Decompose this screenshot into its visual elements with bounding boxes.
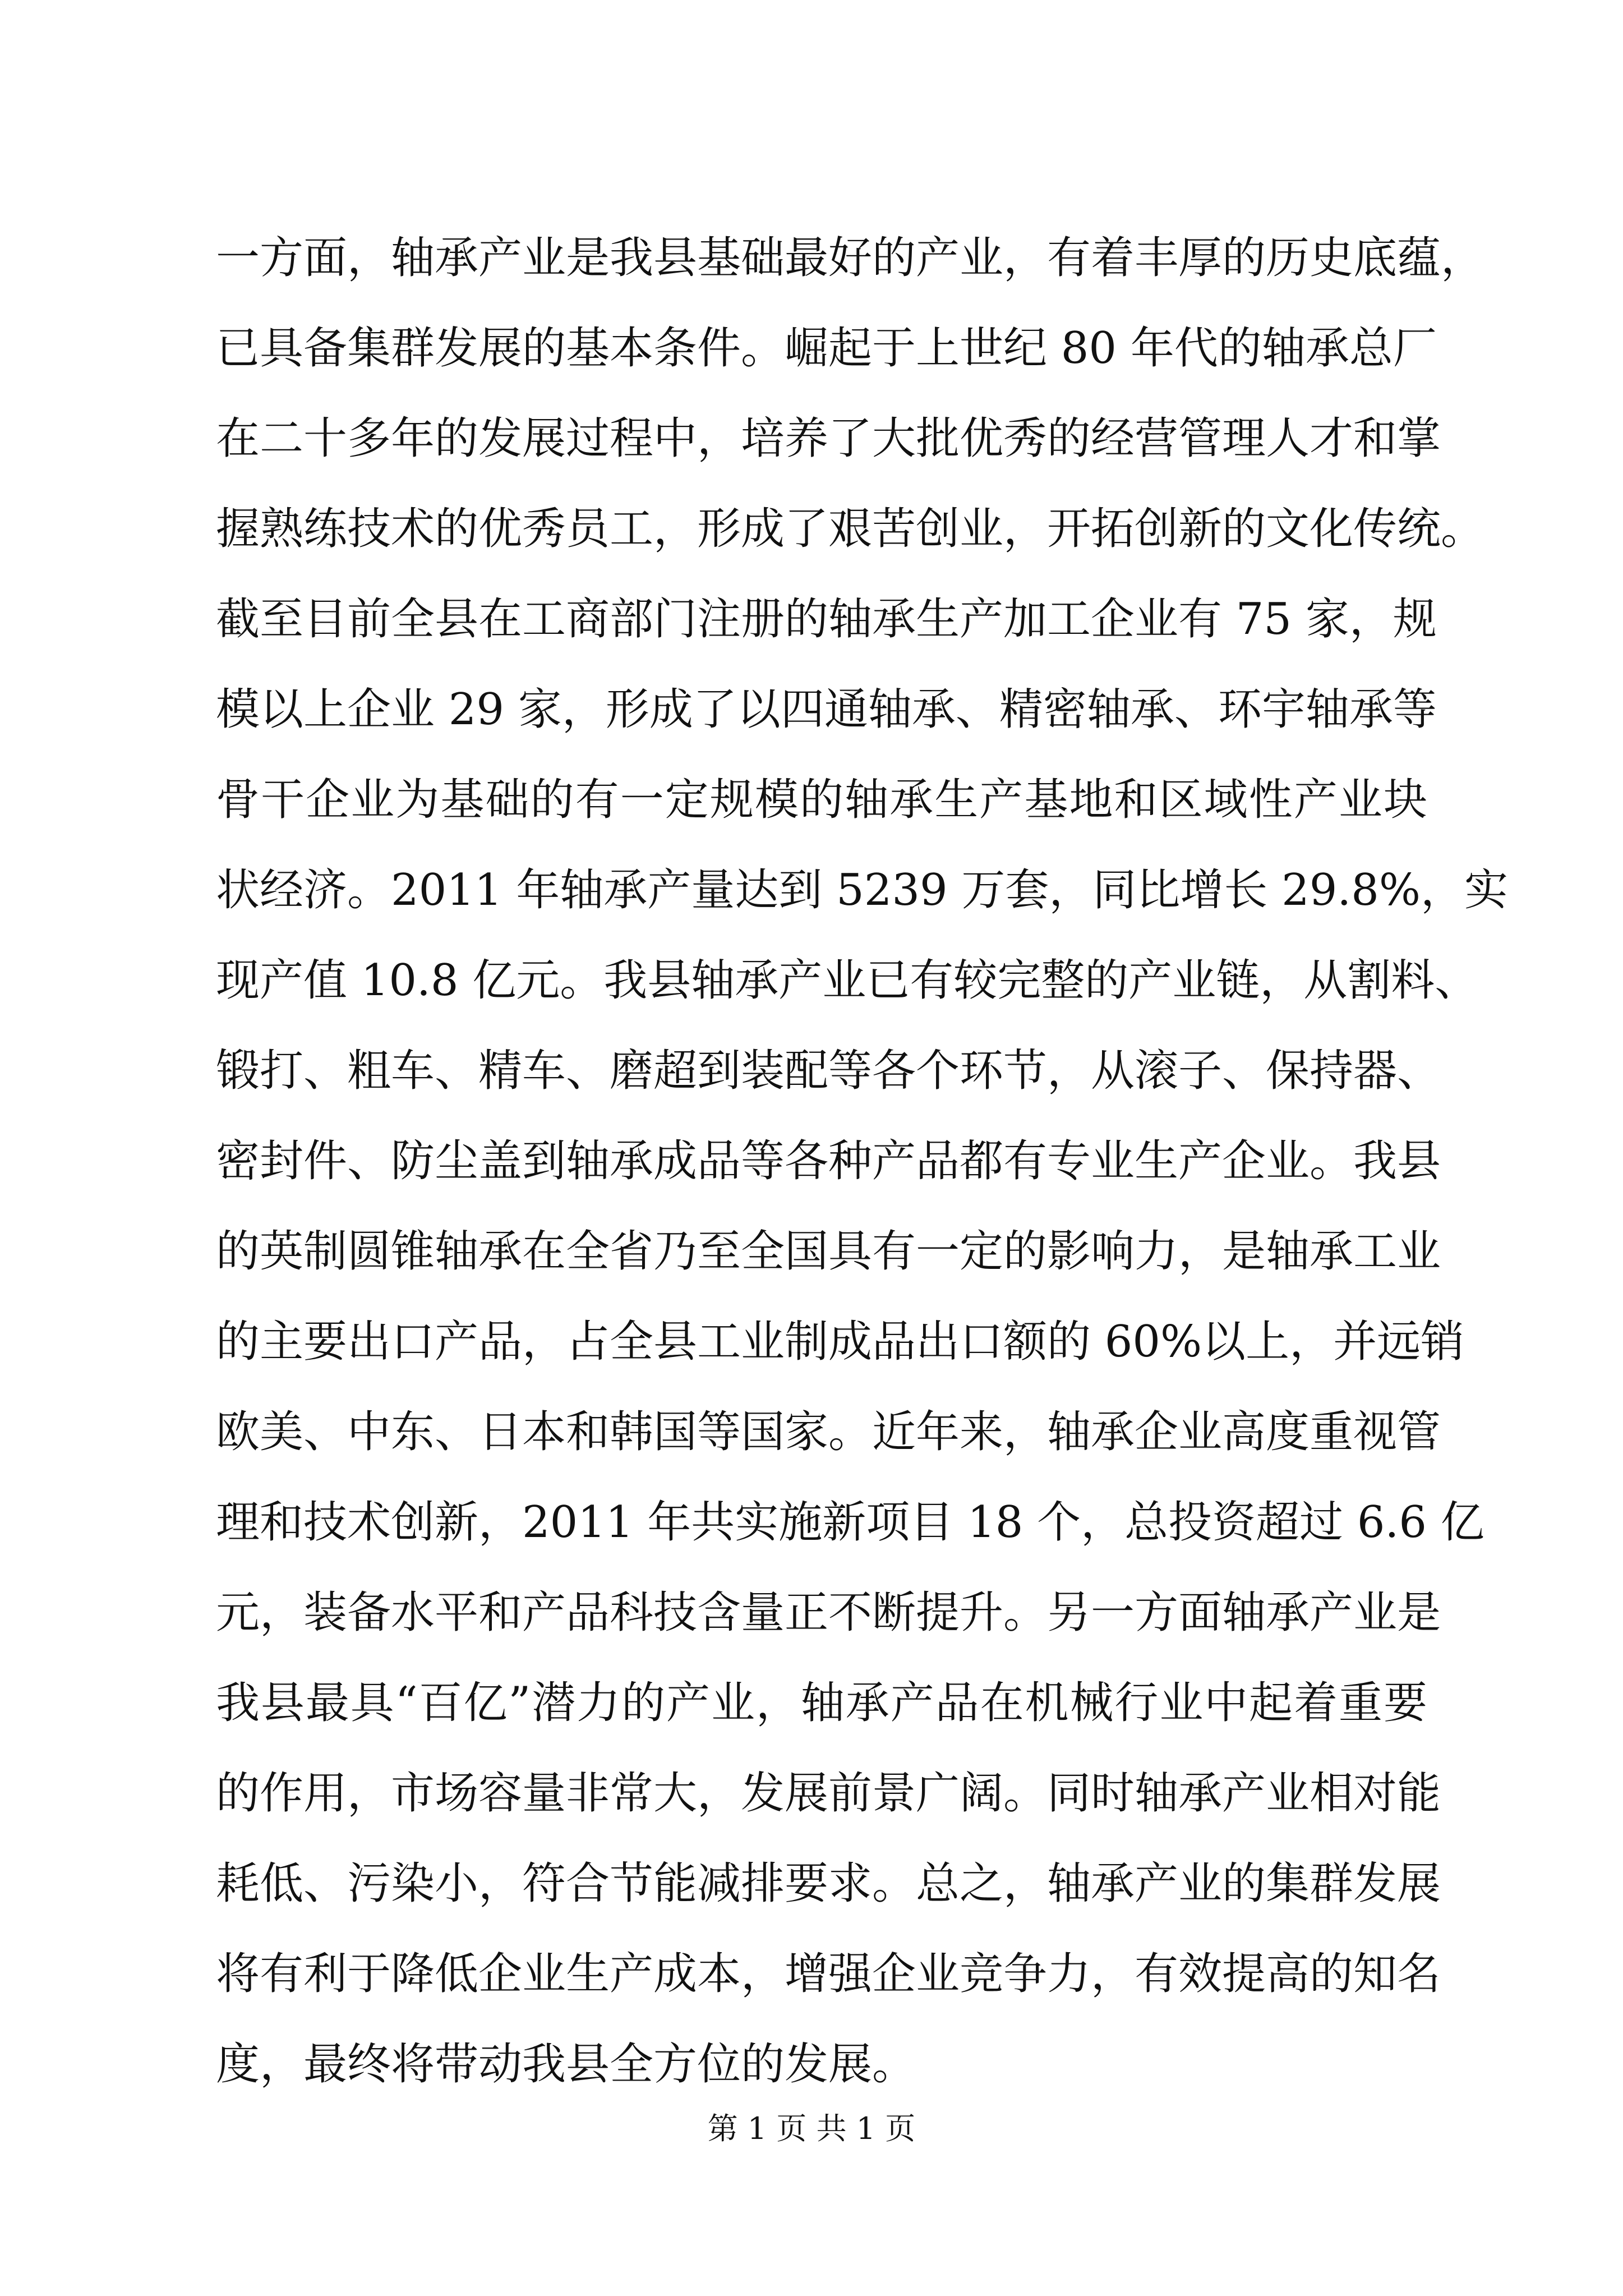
text-line: 模以上企业 29 家，形成了以四通轴承、精密轴承、环宇轴承等 bbox=[216, 684, 1437, 735]
text-line: 骨干企业为基础的有一定规模的轴承生产基地和区域性产业块 bbox=[216, 775, 1427, 825]
text-line: 耗低、污染小，符合节能减排要求。总之，轴承产业的集群发展 bbox=[216, 1858, 1441, 1909]
page-footer: 第 1 页 共 1 页 bbox=[707, 2111, 916, 2146]
text-line: 状经济。2011 年轴承产量达到 5239 万套，同比增长 29.8%，实 bbox=[216, 865, 1508, 915]
text-line: 的英制圆锥轴承在全省乃至全国具有一定的影响力，是轴承工业 bbox=[216, 1226, 1441, 1277]
body-paragraph bbox=[216, 213, 1508, 2110]
text-line: 的主要出口产品，占全县工业制成品出口额的 60%以上，并远销 bbox=[216, 1317, 1465, 1367]
text-line: 已具备集群发展的基本条件。崛起于上世纪 80 年代的轴承总厂 bbox=[216, 323, 1437, 374]
text-line: 元，装备水平和产品科技含量正不断提升。另一方面轴承产业是 bbox=[216, 1588, 1441, 1638]
text-line: 理和技术创新，2011 年共实施新项目 18 个，总投资超过 6.6 亿 bbox=[216, 1497, 1484, 1548]
text-line: 现产值 10.8 亿元。我县轴承产业已有较完整的产业链，从割料、 bbox=[216, 955, 1479, 1006]
text-line: 握熟练技术的优秀员工，形成了艰苦创业，开拓创新的文化传统。 bbox=[216, 504, 1485, 554]
text-line: 在二十多年的发展过程中，培养了大批优秀的经营管理人才和掌 bbox=[216, 413, 1441, 464]
text-line: 欧美、中东、日本和韩国等国家。近年来，轴承企业高度重视管 bbox=[216, 1407, 1441, 1457]
text-line: 密封件、防尘盖到轴承成品等各种产品都有专业生产企业。我县 bbox=[216, 1136, 1441, 1186]
text-line: 一方面，轴承产业是我县基础最好的产业，有着丰厚的历史底蕴， bbox=[216, 233, 1485, 283]
text-line: 截至目前全县在工商部门注册的轴承生产加工企业有 75 家，规 bbox=[216, 594, 1437, 645]
text-line: 锻打、粗车、精车、磨超到装配等各个环节，从滚子、保持器、 bbox=[216, 1046, 1441, 1096]
text-line: 度，最终将带动我县全方位的发展。 bbox=[216, 2039, 916, 2090]
text-line: 将有利于降低企业生产成本，增强企业竞争力，有效提高的知名 bbox=[216, 1949, 1441, 1999]
text-line: 的作用，市场容量非常大，发展前景广阔。同时轴承产业相对能 bbox=[216, 1768, 1441, 1819]
text-line: 我县最具“百亿”潜力的产业，轴承产品在机械行业中起着重要 bbox=[216, 1678, 1427, 1728]
